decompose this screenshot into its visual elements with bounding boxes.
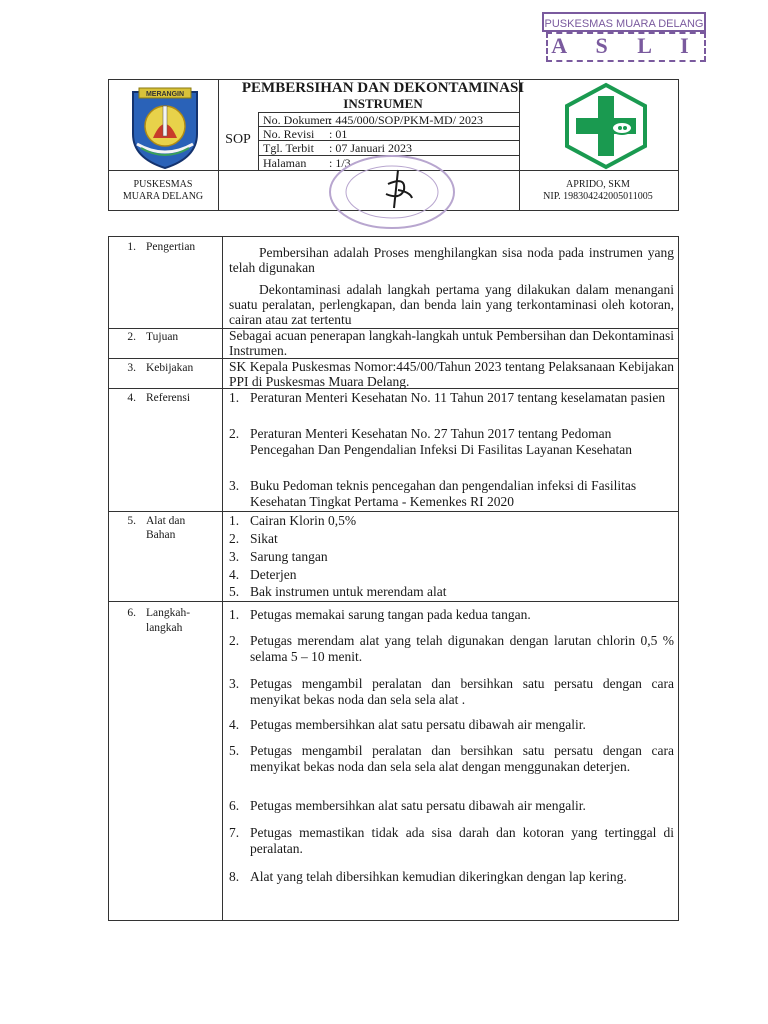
logo-banner-text: MERANGIN: [145, 91, 185, 98]
item-text: Petugas memastikan tidak ada sisa darah dan kotoran yang tertinggal di peralatan.: [250, 825, 674, 856]
item-number: 5.: [229, 743, 240, 758]
item-text: Petugas membersihkan alat satu persatu dibawah air mengalir.: [250, 717, 586, 732]
referensi-item: [229, 426, 674, 476]
pengertian-paragraph-1: Pembersihan adalah Proses menghilangkan sisa noda pada instrumen yang telah digunakan: [229, 245, 674, 275]
meta-value: : 445/000/SOP/PKM-MD/ 2023: [329, 113, 484, 127]
item-number: 4.: [229, 717, 240, 732]
section-number: 1.: [127, 241, 136, 253]
item-number: 2.: [229, 531, 240, 546]
item-text: Sikat: [250, 531, 278, 546]
table-divider: [222, 236, 223, 921]
item-text: Sarung tangan: [250, 549, 328, 564]
meta-key: No. Dokumen: [263, 113, 331, 127]
section-number: 5.: [127, 515, 136, 527]
meta-value: : 07 Januari 2023: [329, 141, 412, 155]
signature-icon: [380, 168, 416, 212]
item-text: Petugas membersihkan alat satu persatu dibawah air mengalir.: [250, 798, 586, 813]
table-divider: [108, 601, 679, 602]
org-name-line2: MUARA DELANG: [122, 191, 204, 202]
item-text: Bak instrumen untuk merendam alat: [250, 584, 447, 599]
stamp-org-label: PUSKESMAS MUARA DELANG: [542, 12, 706, 32]
section-label-langkah: [108, 606, 190, 620]
document-title-line2: INSTRUMEN: [343, 96, 423, 111]
sop-label: SOP: [225, 132, 251, 147]
item-text: Alat yang telah dibersihkan kemudian dikeringkan dengan lap kering.: [250, 869, 627, 884]
pengertian-paragraph-2: Dekontaminasi adalah langkah pertama yang dilakukan dalam menangani suatu peralatan, perlengkapan, dan benda lain yang terkontaminasi oleh kotoran, cairan atau zat tertentu: [229, 282, 674, 327]
org-name: [108, 179, 218, 203]
section-label: Langkah-: [146, 607, 191, 619]
item-number: 6.: [229, 798, 240, 813]
meta-key: Tgl. Terbit: [263, 141, 314, 155]
item-number: 1.: [229, 607, 240, 622]
section-label: Alat dan: [146, 515, 186, 527]
regency-logo-icon: [127, 84, 203, 170]
meta-key: No. Revisi: [263, 127, 315, 141]
item-text: Peraturan Menteri Kesehatan No. 11 Tahun 2017 tentang keselamatan pasien: [250, 390, 666, 405]
section-label-alat-line2: Bahan: [146, 529, 176, 541]
puskesmas-logo-icon: [562, 82, 650, 170]
item-number: 1.: [229, 513, 240, 528]
item-text: Petugas mengambil peralatan dan bersihkan satu persatu dengan cara menyikat bekas noda dan sela sela alat dengan menggunakan deterjen.: [250, 743, 674, 774]
org-name-line1: PUSKESMAS: [133, 179, 193, 190]
section-label-langkah-line2: langkah: [146, 622, 183, 634]
section-number: 3.: [127, 362, 136, 374]
item-number: 1.: [229, 390, 240, 405]
item-text: Deterjen: [250, 567, 297, 582]
section-label: Referensi: [146, 392, 191, 404]
item-number: 7.: [229, 825, 240, 840]
section-label-pengertian: [108, 240, 195, 254]
kebijakan-text: SK Kepala Puskesmas Nomor:445/00/Tahun 2023 tentang Pelaksanaan Kebijakan PPI di Puskesmas Muara Delang.: [229, 359, 674, 389]
item-text: Petugas memakai sarung tangan pada kedua tangan.: [250, 607, 531, 622]
signer-block: [520, 179, 676, 203]
item-number: 2.: [229, 426, 240, 441]
section-number: 2.: [127, 331, 136, 343]
item-text: Petugas mengambil peralatan dan bersihkan satu persatu dengan cara menyikat bekas noda dan sela sela alat .: [250, 676, 674, 707]
signer-name: APRIDO, SKM: [566, 179, 630, 190]
meta-value: : 01: [329, 127, 348, 141]
document-title-line1: PEMBERSIHAN DAN DEKONTAMINASI: [241, 80, 525, 96]
section-label-kebijakan: [108, 361, 193, 375]
stamp-asli-label: A S L I: [551, 33, 701, 58]
meta-key: Halaman: [263, 156, 307, 170]
section-label-referensi: [108, 391, 190, 405]
section-label: Tujuan: [146, 331, 179, 343]
meta-row-dokumen: [263, 113, 483, 127]
item-text: Peraturan Menteri Kesehatan No. 27 Tahun 2017 tentang Pedoman Pencegahan Dan Pengendalian Infeksi Di Fasilitas Layanan Kesehatan: [250, 426, 632, 457]
header-divider: [258, 112, 259, 170]
item-text: Petugas merendam alat yang telah digunakan dengan larutan chlorin 0,5 % selama 5 – 10 menit.: [250, 633, 674, 664]
signer-nip: NIP. 198304242005011005: [543, 191, 653, 202]
referensi-item: [229, 478, 674, 512]
item-text: Buku Pedoman teknis pencegahan dan pengendalian infeksi di Fasilitas Kesehatan Tingkat Pertama - Kemenkes RI 2020: [250, 478, 637, 509]
meta-value: : 1/3: [329, 156, 351, 170]
meta-row-revisi: [263, 127, 347, 141]
item-number: 3.: [229, 478, 240, 493]
item-number: 2.: [229, 633, 240, 648]
referensi-item: [229, 390, 674, 424]
section-label: Kebijakan: [146, 362, 194, 374]
item-text: Cairan Klorin 0,5%: [250, 513, 357, 528]
item-number: 8.: [229, 869, 240, 884]
item-number: 5.: [229, 584, 240, 599]
section-number: 6.: [127, 607, 136, 619]
section-number: 4.: [127, 392, 136, 404]
item-number: 3.: [229, 549, 240, 564]
item-number: 3.: [229, 676, 240, 691]
section-label-tujuan: [108, 330, 178, 344]
section-label: Pengertian: [146, 241, 196, 253]
tujuan-text: Sebagai acuan penerapan langkah-langkah untuk Pembersihan dan Dekontaminasi Instrumen.: [229, 328, 674, 358]
item-number: 4.: [229, 567, 240, 582]
section-label-alat: [108, 514, 185, 528]
